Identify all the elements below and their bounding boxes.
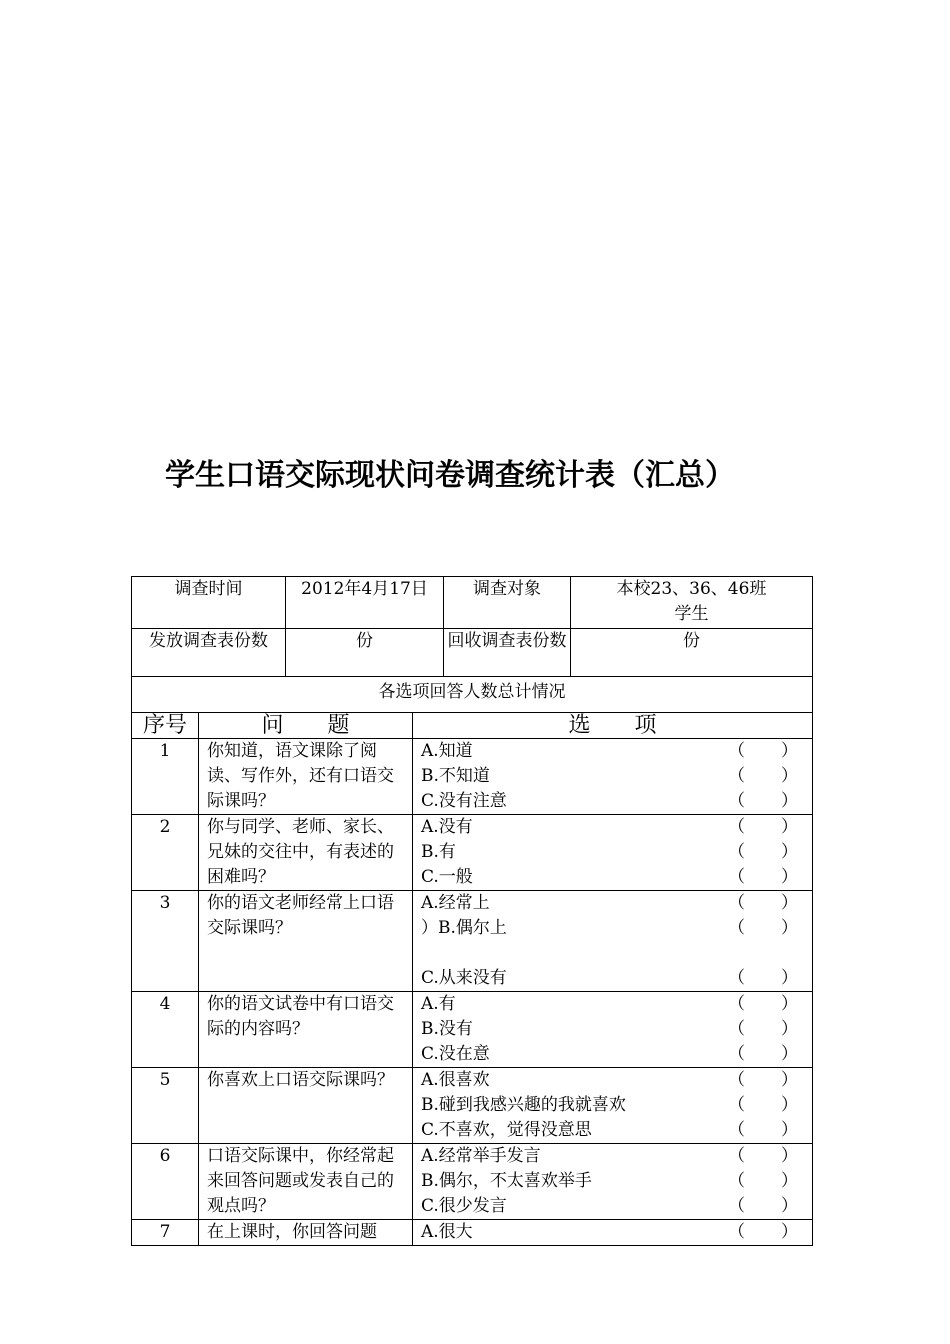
question-number: 5 bbox=[132, 1068, 199, 1144]
options-cell bbox=[413, 1220, 813, 1246]
summary-row bbox=[132, 677, 813, 713]
paren-open: （ bbox=[728, 1044, 745, 1064]
option-label: C.从来没有 bbox=[421, 968, 507, 988]
answer-count-blank bbox=[728, 764, 798, 789]
option-line bbox=[413, 739, 812, 764]
paren-open: （ bbox=[728, 893, 745, 913]
answer-count-blank bbox=[728, 739, 798, 764]
option-label: C.一般 bbox=[421, 867, 473, 887]
returned-count-label: 回收调查表份数 bbox=[444, 629, 571, 677]
paren-close: ） bbox=[781, 1019, 798, 1039]
option-line bbox=[413, 1017, 812, 1042]
option-line bbox=[413, 1068, 812, 1093]
answer-count-blank bbox=[728, 865, 798, 890]
answer-count-blank bbox=[728, 891, 798, 916]
question-row bbox=[132, 815, 813, 891]
option-label: A.知道 bbox=[421, 741, 473, 761]
paren-open: （ bbox=[728, 1070, 745, 1090]
survey-target-value-line1: 本校23、36、46班 bbox=[616, 579, 767, 599]
summary-label: 各选项回答人数总计情况 bbox=[132, 677, 813, 713]
paren-close: ） bbox=[781, 817, 798, 837]
paren-open: （ bbox=[728, 1095, 745, 1115]
question-row bbox=[132, 992, 813, 1068]
answer-count-blank bbox=[728, 789, 798, 814]
question-text: 你知道，语文课除了阅读、写作外，还有口语交际课吗？ bbox=[199, 739, 413, 815]
paren-open: （ bbox=[728, 791, 745, 811]
paren-close: ） bbox=[781, 994, 798, 1014]
paren-close: ） bbox=[781, 867, 798, 887]
paren-open: （ bbox=[728, 766, 745, 786]
option-line bbox=[413, 1118, 812, 1143]
paren-close: ） bbox=[781, 1044, 798, 1064]
options-cell bbox=[413, 739, 813, 815]
question-text: 你喜欢上口语交际课吗？ bbox=[199, 1068, 413, 1144]
option-line bbox=[413, 789, 812, 814]
options-cell bbox=[413, 992, 813, 1068]
answer-count-blank bbox=[728, 1017, 798, 1042]
question-number: 3 bbox=[132, 891, 199, 992]
question-text: 口语交际课中，你经常起来回答问题或发表自己的观点吗？ bbox=[199, 1144, 413, 1220]
paren-open: （ bbox=[728, 1196, 745, 1216]
question-number: 6 bbox=[132, 1144, 199, 1220]
answer-count-blank bbox=[728, 1093, 798, 1118]
survey-target-value bbox=[571, 577, 813, 629]
question-number: 4 bbox=[132, 992, 199, 1068]
option-line bbox=[413, 815, 812, 840]
header-options: 选 项 bbox=[413, 713, 813, 739]
option-label: A.有 bbox=[421, 994, 456, 1014]
answer-count-blank bbox=[728, 1068, 798, 1093]
option-label: B.不知道 bbox=[421, 766, 490, 786]
paren-close: ） bbox=[781, 766, 798, 786]
paren-open: （ bbox=[728, 867, 745, 887]
option-line bbox=[413, 992, 812, 1017]
answer-count-blank bbox=[728, 840, 798, 865]
option-label: A.很大 bbox=[421, 1222, 473, 1242]
answer-count-blank bbox=[728, 1169, 798, 1194]
question-row bbox=[132, 891, 813, 992]
column-header-row bbox=[132, 713, 813, 739]
survey-time-label: 调查时间 bbox=[132, 577, 286, 629]
option-label: C.很少发言 bbox=[421, 1196, 507, 1216]
returned-count-value: 份 bbox=[571, 629, 813, 677]
survey-target-label: 调查对象 bbox=[444, 577, 571, 629]
paren-open: （ bbox=[728, 1146, 745, 1166]
option-label: A.没有 bbox=[421, 817, 473, 837]
survey-time-value: 2012年4月17日 bbox=[286, 577, 444, 629]
answer-count-blank bbox=[728, 1118, 798, 1143]
paren-open: （ bbox=[728, 1171, 745, 1191]
issued-count-label: 发放调查表份数 bbox=[132, 629, 286, 677]
paren-close: ） bbox=[781, 842, 798, 862]
option-line bbox=[413, 1144, 812, 1169]
question-text: 你的语文老师经常上口语交际课吗？ bbox=[199, 891, 413, 992]
option-line bbox=[413, 764, 812, 789]
option-label: ）B.偶尔上 bbox=[421, 918, 507, 938]
option-line bbox=[413, 1093, 812, 1118]
paren-open: （ bbox=[728, 842, 745, 862]
options-cell bbox=[413, 815, 813, 891]
paren-open: （ bbox=[728, 817, 745, 837]
paren-close: ） bbox=[781, 1146, 798, 1166]
option-label: A.很喜欢 bbox=[421, 1070, 490, 1090]
option-label: B.碰到我感兴趣的我就喜欢 bbox=[421, 1095, 626, 1115]
answer-count-blank bbox=[728, 966, 798, 991]
paren-close: ） bbox=[781, 1120, 798, 1140]
option-line bbox=[413, 1194, 812, 1219]
header-question: 问 题 bbox=[199, 713, 413, 739]
paren-open: （ bbox=[728, 918, 745, 938]
answer-count-blank bbox=[728, 1194, 798, 1219]
paren-close: ） bbox=[781, 893, 798, 913]
paren-close: ） bbox=[781, 918, 798, 938]
question-text: 在上课时，你回答问题 bbox=[199, 1220, 413, 1246]
option-line bbox=[413, 1220, 812, 1245]
question-text: 你与同学、老师、家长、兄妹的交往中，有表述的困难吗？ bbox=[199, 815, 413, 891]
paren-open: （ bbox=[728, 994, 745, 1014]
option-line bbox=[413, 1042, 812, 1067]
option-label: C.没有注意 bbox=[421, 791, 507, 811]
answer-count-blank bbox=[728, 1220, 798, 1245]
option-label: C.不喜欢，觉得没意思 bbox=[421, 1120, 592, 1140]
option-label: B.没有 bbox=[421, 1019, 473, 1039]
option-label: C.没在意 bbox=[421, 1044, 490, 1064]
paren-close: ） bbox=[781, 791, 798, 811]
paren-close: ） bbox=[781, 1222, 798, 1242]
question-number: 2 bbox=[132, 815, 199, 891]
paren-close: ） bbox=[781, 1196, 798, 1216]
paren-open: （ bbox=[728, 1222, 745, 1242]
question-number: 7 bbox=[132, 1220, 199, 1246]
info-row-1 bbox=[132, 577, 813, 629]
question-row bbox=[132, 1068, 813, 1144]
options-cell bbox=[413, 1144, 813, 1220]
paren-open: （ bbox=[728, 741, 745, 761]
option-line bbox=[413, 966, 812, 991]
survey-target-value-line2: 学生 bbox=[674, 604, 709, 624]
info-row-2 bbox=[132, 629, 813, 677]
answer-count-blank bbox=[728, 916, 798, 966]
option-line bbox=[413, 1169, 812, 1194]
answer-count-blank bbox=[728, 1042, 798, 1067]
answer-count-blank bbox=[728, 1144, 798, 1169]
question-row bbox=[132, 1144, 813, 1220]
question-row bbox=[132, 739, 813, 815]
paren-open: （ bbox=[728, 1019, 745, 1039]
option-label: B.有 bbox=[421, 842, 456, 862]
option-label: A.经常上 bbox=[421, 893, 490, 913]
paren-close: ） bbox=[781, 1171, 798, 1191]
survey-table bbox=[131, 576, 813, 1246]
paren-close: ） bbox=[781, 1070, 798, 1090]
option-label: B.偶尔，不太喜欢举手 bbox=[421, 1171, 592, 1191]
paren-close: ） bbox=[781, 968, 798, 988]
question-text: 你的语文试卷中有口语交际的内容吗？ bbox=[199, 992, 413, 1068]
answer-count-blank bbox=[728, 992, 798, 1017]
paren-open: （ bbox=[728, 968, 745, 988]
document-title: 学生口语交际现状问卷调查统计表（汇总） bbox=[165, 458, 735, 493]
question-row bbox=[132, 1220, 813, 1246]
question-number: 1 bbox=[132, 739, 199, 815]
option-line bbox=[413, 916, 812, 966]
paren-close: ） bbox=[781, 741, 798, 761]
issued-count-value: 份 bbox=[286, 629, 444, 677]
paren-close: ） bbox=[781, 1095, 798, 1115]
options-cell bbox=[413, 891, 813, 992]
option-line bbox=[413, 840, 812, 865]
options-cell bbox=[413, 1068, 813, 1144]
option-line bbox=[413, 891, 812, 916]
option-line bbox=[413, 865, 812, 890]
paren-open: （ bbox=[728, 1120, 745, 1140]
option-label: A.经常举手发言 bbox=[421, 1146, 541, 1166]
header-seq: 序号 bbox=[132, 713, 199, 739]
answer-count-blank bbox=[728, 815, 798, 840]
